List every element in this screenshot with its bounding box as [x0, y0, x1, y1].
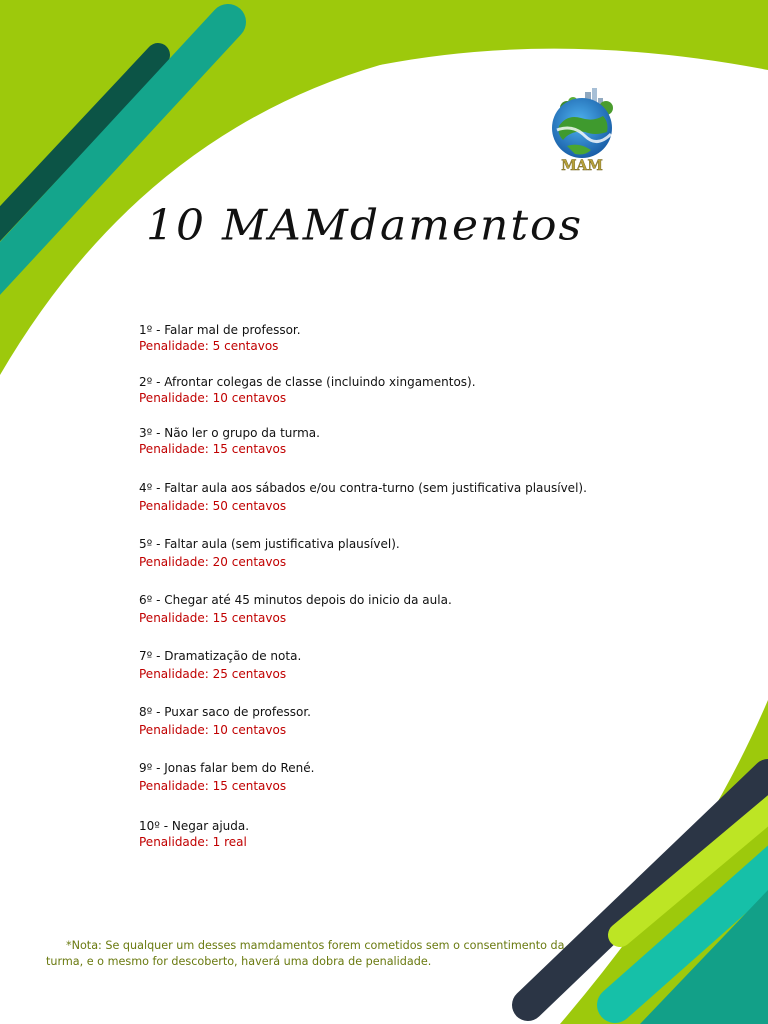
- mam-logo: [545, 86, 619, 176]
- rule-penalty: Penalidade: 50 centavos: [139, 499, 287, 513]
- rule-penalty: Penalidade: 1 real: [139, 835, 247, 849]
- rule-text: 6º - Chegar até 45 minutos depois do inicio da aula.: [139, 593, 452, 607]
- page-title: 10 MAMdamentos: [146, 201, 584, 250]
- rule-text: 8º - Puxar saco de professor.: [139, 705, 311, 719]
- rule-text: 7º - Dramatização de nota.: [139, 649, 302, 663]
- rule-penalty: Penalidade: 15 centavos: [139, 779, 287, 793]
- rule-text: 9º - Jonas falar bem do René.: [139, 761, 315, 775]
- top-left-lime-swoosh: [0, 0, 768, 375]
- rule-item-9: [139, 760, 314, 794]
- logo-text: MAM: [561, 158, 603, 174]
- rule-text: 5º - Faltar aula (sem justificativa plausível).: [139, 537, 400, 551]
- footnote: [46, 938, 566, 970]
- rule-text: 2º - Afrontar colegas de classe (incluindo xingamentos).: [139, 375, 476, 389]
- rule-item-2: [139, 374, 476, 406]
- rule-item-6: [139, 592, 452, 626]
- rule-item-5: [139, 536, 400, 570]
- rule-item-1: [139, 322, 301, 354]
- rule-item-10: [139, 818, 249, 850]
- rule-item-7: [139, 648, 301, 682]
- rule-penalty: Penalidade: 5 centavos: [139, 339, 279, 353]
- rule-item-3: [139, 425, 320, 457]
- rule-penalty: Penalidade: 25 centavos: [139, 667, 287, 681]
- rule-penalty: Penalidade: 15 centavos: [139, 611, 287, 625]
- rule-item-4: [139, 480, 587, 514]
- rule-text: 1º - Falar mal de professor.: [139, 323, 301, 337]
- rule-text: 10º - Negar ajuda.: [139, 819, 250, 833]
- globe-with-city-logo-icon: [545, 86, 619, 176]
- rule-penalty: Penalidade: 15 centavos: [139, 442, 287, 456]
- rule-text: 3º - Não ler o grupo da turma.: [139, 426, 320, 440]
- rule-item-8: [139, 704, 311, 738]
- rule-text: 4º - Faltar aula aos sábados e/ou contra-turno (sem justificativa plausível).: [139, 481, 587, 495]
- rule-penalty: Penalidade: 10 centavos: [139, 391, 287, 405]
- footnote-text: *Nota: Se qualquer um desses mamdamentos forem cometidos sem o consentimento da turma, e o mesmo for descoberto, haverá uma dobra de penalidade.: [46, 939, 565, 968]
- rule-penalty: Penalidade: 20 centavos: [139, 555, 287, 569]
- rule-penalty: Penalidade: 10 centavos: [139, 723, 287, 737]
